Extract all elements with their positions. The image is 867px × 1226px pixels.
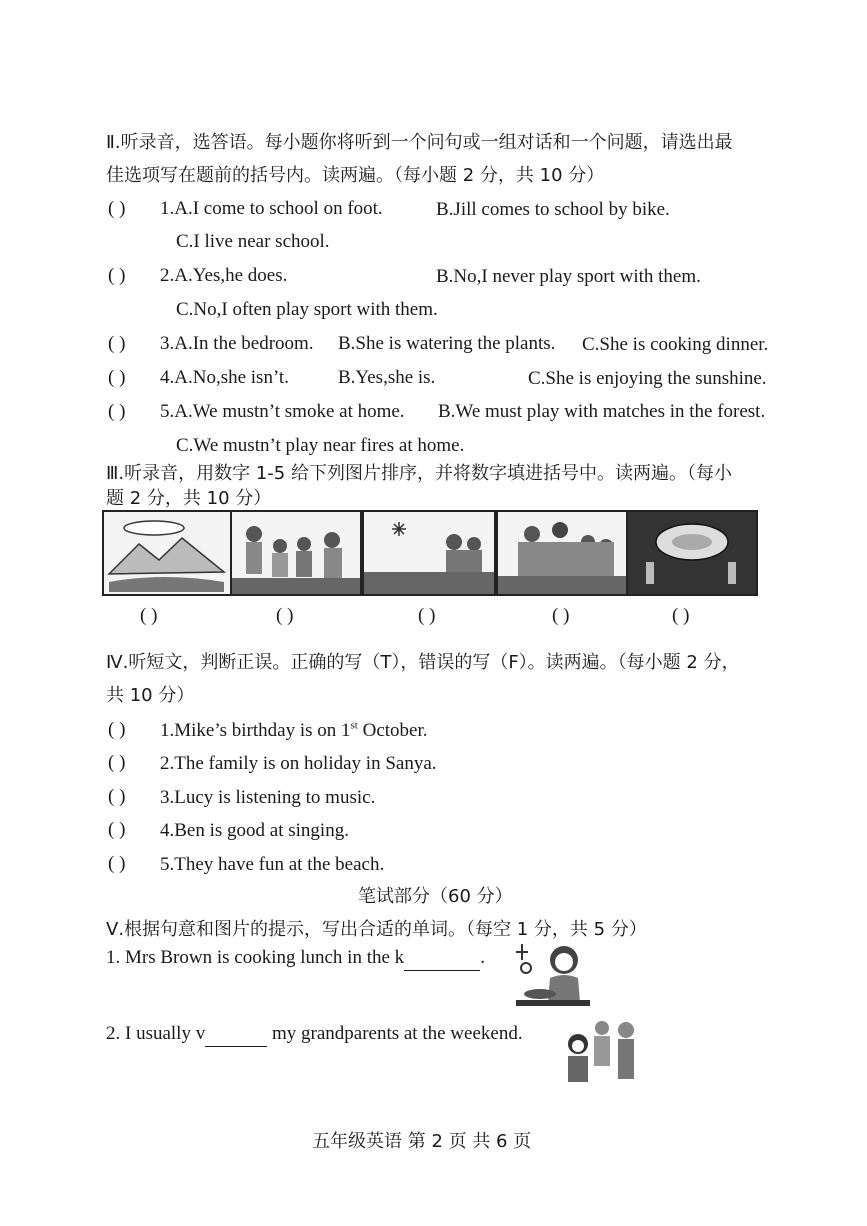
q4-option-a: 4.A.No,she isn’t.	[160, 367, 289, 388]
fill-question-2-pre: 2. I usually v	[106, 1023, 206, 1044]
q3-option-a: 3.A.In the bedroom.	[160, 333, 314, 354]
answer-bracket[interactable]: ( )	[108, 367, 126, 388]
fill-question-1-post: .	[480, 947, 485, 968]
q2-option-a: 2.A.Yes,he does.	[160, 265, 288, 286]
picture-family-group	[230, 510, 362, 596]
q2-option-b: B.No,I never play sport with them.	[436, 266, 701, 287]
q4-option-c: C.She is enjoying the sunshine.	[528, 368, 767, 389]
picture-children-playing	[496, 510, 628, 596]
picture-picnic	[362, 510, 496, 596]
section-4-heading-line-2: 共 10 分）	[106, 685, 195, 706]
section-2-heading-line-2: 佳选项写在题前的括号内。读两遍。（每小题 2 分，共 10 分）	[106, 165, 605, 186]
picture-visiting-grandparents	[562, 1018, 642, 1086]
q5-option-b: B.We must play with matches in the forest.	[438, 401, 766, 422]
tf-item-1-pre: 1.Mike’s birthday is on 1	[160, 720, 351, 741]
fill-question-2-post: my grandparents at the weekend.	[267, 1023, 523, 1044]
q5-option-c: C.We mustn’t play near fires at home.	[176, 435, 465, 456]
answer-bracket[interactable]: ( )	[108, 265, 126, 286]
written-part-title: 笔试部分（60 分）	[358, 886, 513, 907]
answer-bracket[interactable]: ( )	[108, 401, 126, 422]
q5-option-a: 5.A.We mustn’t smoke at home.	[160, 401, 405, 422]
q3-option-c: C.She is cooking dinner.	[582, 334, 769, 355]
page-footer: 五年级英语 第 2 页 共 6 页	[312, 1131, 532, 1152]
answer-bracket[interactable]: ( )	[108, 853, 126, 874]
tf-item-5: 5.They have fun at the beach.	[160, 854, 385, 875]
picture-night-dinner	[626, 510, 758, 596]
tf-item-4: 4.Ben is good at singing.	[160, 820, 349, 841]
picture-woman-cooking	[512, 940, 594, 1010]
picture-order-bracket-2[interactable]: ( )	[276, 605, 294, 626]
picture-order-bracket-5[interactable]: ( )	[672, 605, 690, 626]
section-4-heading-line-1: Ⅳ.听短文，判断正误。正确的写（T），错误的写（F）。读两遍。（每小题 2 分，	[106, 652, 740, 673]
tf-item-3: 3.Lucy is listening to music.	[160, 787, 376, 808]
cooking-icon	[512, 940, 594, 1010]
fill-question-1-pre: 1. Mrs Brown is cooking lunch in the k	[106, 947, 405, 968]
fill-question-1	[106, 946, 485, 971]
family-icon	[232, 512, 360, 594]
answer-bracket[interactable]: ( )	[108, 752, 126, 773]
answer-bracket[interactable]: ( )	[108, 786, 126, 807]
tf-item-1	[160, 719, 428, 743]
answer-bracket[interactable]: ( )	[108, 198, 126, 219]
fill-blank-2[interactable]	[205, 1022, 267, 1047]
picture-mountains	[102, 510, 232, 596]
answer-bracket[interactable]: ( )	[108, 333, 126, 354]
fill-question-2	[106, 1022, 523, 1047]
picture-order-bracket-1[interactable]: ( )	[140, 605, 158, 626]
q4-option-b: B.Yes,she is.	[338, 367, 436, 388]
tf-item-1-sup: st	[350, 719, 358, 732]
tf-item-2: 2.The family is on holiday in Sanya.	[160, 753, 437, 774]
mountains-icon	[104, 512, 230, 594]
children-icon	[498, 512, 626, 594]
section-3-heading-line-2: 题 2 分，共 10 分）	[106, 488, 272, 509]
q1-option-c: C.I live near school.	[176, 231, 330, 252]
picnic-icon	[364, 512, 494, 594]
q2-option-c: C.No,I often play sport with them.	[176, 299, 438, 320]
fill-blank-1[interactable]	[404, 946, 480, 971]
picture-order-bracket-3[interactable]: ( )	[418, 605, 436, 626]
section-2-heading-line-1: Ⅱ.听录音，选答语。每小题你将听到一个问句或一组对话和一个问题，请选出最	[106, 132, 733, 153]
grandparents-icon	[562, 1018, 642, 1086]
q1-option-b: B.Jill comes to school by bike.	[436, 199, 670, 220]
q1-option-a: 1.A.I come to school on foot.	[160, 198, 383, 219]
tf-item-1-post: October.	[357, 720, 428, 741]
section-5-heading: Ⅴ.根据句意和图片的提示，写出合适的单词。（每空 1 分，共 5 分）	[106, 919, 647, 940]
q3-option-b: B.She is watering the plants.	[338, 333, 556, 354]
section-3-heading-line-1: Ⅲ.听录音，用数字 1-5 给下列图片排序，并将数字填进括号中。读两遍。（每小	[106, 463, 732, 484]
picture-order-bracket-4[interactable]: ( )	[552, 605, 570, 626]
answer-bracket[interactable]: ( )	[108, 719, 126, 740]
answer-bracket[interactable]: ( )	[108, 819, 126, 840]
dinner-table-icon	[628, 512, 756, 594]
